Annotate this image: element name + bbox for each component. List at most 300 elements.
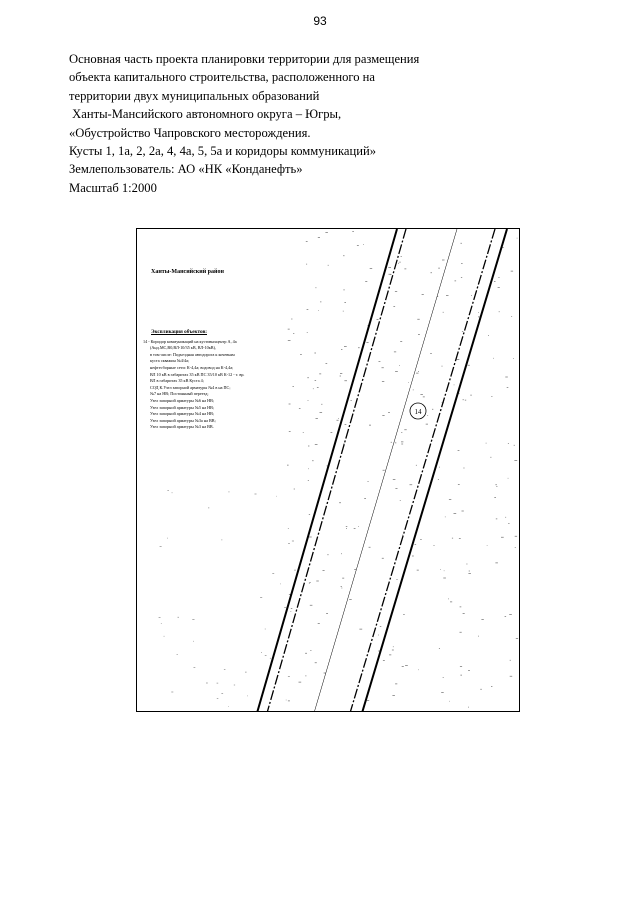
terrain-speck: [468, 707, 469, 708]
terrain-speck: [440, 569, 441, 570]
terrain-speck: [426, 424, 428, 425]
legend-line: Узел запорной арматуры №6 на НВ;: [150, 397, 215, 403]
terrain-speck: [167, 490, 169, 491]
terrain-speck: [276, 496, 277, 497]
terrain-speck: [364, 498, 366, 499]
terrain-speck: [403, 614, 405, 615]
terrain-speck: [308, 446, 309, 447]
terrain-speck: [171, 692, 173, 693]
terrain-speck: [341, 554, 342, 555]
terrain-speck: [478, 636, 479, 637]
terrain-speck: [320, 302, 321, 303]
terrain-speck: [401, 256, 402, 257]
terrain-speck: [307, 378, 309, 379]
terrain-speck: [305, 653, 307, 654]
terrain-speck: [310, 650, 311, 651]
terrain-speck: [450, 602, 452, 603]
terrain-speck: [515, 547, 516, 548]
terrain-speck: [431, 273, 433, 274]
terrain-speck: [343, 311, 344, 312]
terrain-speck: [496, 519, 498, 520]
legend-line: №7 на НВ; Постоянный переезд;: [150, 391, 209, 397]
terrain-speck: [315, 288, 316, 289]
terrain-speck: [400, 341, 402, 342]
terrain-speck: [422, 294, 424, 295]
terrain-speck: [486, 443, 487, 444]
terrain-speck: [393, 306, 395, 307]
terrain-speck: [317, 387, 319, 388]
terrain-speck: [325, 232, 328, 233]
terrain-speck: [511, 316, 512, 317]
terrain-speck: [441, 692, 444, 693]
terrain-speck: [490, 457, 491, 458]
terrain-speck: [284, 607, 286, 608]
terrain-speck: [221, 693, 223, 694]
terrain-speck: [491, 686, 492, 687]
corridor-dashed-left: [267, 229, 406, 712]
terrain-speck: [501, 537, 504, 538]
header-line: «Обустройство Чапровского месторождения.: [69, 125, 311, 140]
terrain-speck: [442, 260, 445, 261]
map-frame: [136, 228, 520, 712]
terrain-speck: [245, 672, 247, 673]
terrain-speck: [389, 274, 392, 275]
terrain-speck: [382, 368, 384, 369]
terrain-speck: [261, 652, 262, 653]
terrain-speck: [462, 331, 463, 332]
terrain-speck: [382, 558, 384, 559]
terrain-speck: [289, 431, 291, 432]
terrain-speck: [326, 363, 328, 364]
terrain-speck: [418, 334, 420, 335]
terrain-speck: [351, 400, 352, 401]
terrain-speck: [463, 468, 464, 469]
terrain-speck: [418, 670, 419, 671]
terrain-speck: [265, 629, 266, 630]
terrain-speck: [308, 400, 309, 401]
terrain-speck: [344, 346, 347, 347]
terrain-speck: [434, 545, 435, 546]
terrain-speck: [496, 486, 497, 487]
terrain-speck: [358, 348, 360, 349]
terrain-speck: [508, 443, 509, 444]
terrain-speck: [388, 267, 391, 268]
terrain-speck: [308, 480, 309, 481]
terrain-speck: [315, 663, 317, 664]
terrain-speck: [493, 358, 494, 359]
legend-line: Узел запорной арматуры №4 на НВ;: [150, 411, 215, 417]
legend-title: Экспликация объектов:: [151, 329, 207, 335]
terrain-speck: [399, 262, 400, 263]
legend-line: Узел запорной арматуры №3 на ВВ.: [150, 424, 214, 430]
terrain-speck: [314, 353, 316, 354]
scale-label: Масштаб 1:2000: [69, 180, 157, 195]
terrain-speck: [516, 638, 518, 639]
terrain-speck: [517, 238, 518, 239]
terrain-speck: [164, 636, 165, 637]
page-number: 93: [313, 14, 327, 28]
terrain-speck: [410, 485, 413, 486]
legend-line: нефтесборные сети: К-4,4а; водовод на К-4,4а;: [150, 364, 234, 370]
terrain-speck: [438, 479, 439, 480]
terrain-speck: [460, 666, 462, 667]
terrain-speck: [319, 374, 321, 375]
terrain-speck: [444, 571, 445, 572]
terrain-speck: [462, 511, 464, 512]
terrain-speck: [446, 295, 449, 296]
terrain-speck: [379, 361, 381, 362]
terrain-speck: [370, 268, 373, 269]
terrain-speck: [331, 432, 333, 433]
terrain-speck: [382, 381, 384, 382]
terrain-speck: [272, 573, 274, 574]
terrain-speck: [366, 342, 368, 343]
terrain-speck: [344, 302, 346, 303]
terrain-speck: [463, 613, 465, 614]
terrain-speck: [270, 658, 271, 659]
terrain-speck: [392, 695, 395, 696]
header-line: территории двух муниципальных образований: [69, 88, 320, 103]
terrain-speck: [398, 263, 399, 264]
terrain-speck: [439, 648, 440, 649]
terrain-speck: [401, 444, 403, 445]
terrain-speck: [288, 528, 289, 529]
terrain-speck: [342, 578, 344, 579]
terrain-speck: [172, 493, 173, 494]
terrain-speck: [306, 241, 308, 242]
terrain-speck: [405, 665, 408, 666]
legend-line: Узел запорной арматуры №3а на ВВ;: [150, 417, 216, 423]
terrain-speck: [401, 442, 403, 443]
terrain-speck: [408, 382, 409, 383]
terrain-speck: [449, 701, 450, 702]
terrain-speck: [470, 395, 472, 396]
terrain-speck: [499, 312, 500, 313]
terrain-speck: [391, 442, 392, 443]
terrain-speck: [460, 632, 462, 633]
terrain-speck: [312, 461, 314, 462]
terrain-speck: [448, 599, 449, 600]
terrain-speck: [445, 517, 446, 518]
terrain-speck: [455, 281, 457, 282]
terrain-speck: [416, 373, 418, 374]
legend-line: (Анд.МС,В0,ВЛ-10/35 кВ, ВЛ-10кВ),: [150, 345, 217, 351]
terrain-speck: [509, 614, 512, 615]
terrain-speck: [339, 503, 341, 504]
terrain-speck: [443, 312, 444, 313]
terrain-speck: [505, 616, 507, 617]
document-header: [69, 50, 589, 197]
terrain-speck: [466, 564, 467, 565]
terrain-speck: [299, 682, 302, 683]
terrain-speck: [337, 420, 339, 421]
terrain-speck: [265, 655, 267, 656]
header-line: объекта капитального строительства, расположенного на: [69, 70, 375, 85]
terrain-speck: [412, 556, 414, 557]
terrain-speck: [452, 538, 453, 539]
terrain-speck: [323, 570, 325, 571]
terrain-speck: [515, 536, 517, 537]
terrain-speck: [324, 673, 326, 674]
terrain-speck: [343, 256, 344, 257]
terrain-speck: [320, 412, 323, 413]
terrain-speck: [481, 619, 483, 620]
terrain-speck: [399, 365, 400, 366]
header-line: Кусты 1, 1а, 2, 2а, 4, 4а, 5, 5а и коридоры коммуникаций»: [69, 144, 377, 159]
terrain-speck: [458, 450, 460, 451]
terrain-speck: [310, 605, 313, 606]
terrain-speck: [299, 408, 301, 409]
terrain-speck: [338, 418, 339, 419]
terrain-speck: [468, 670, 470, 671]
terrain-speck: [417, 319, 419, 320]
legend-line: куста скважин №4/4а;: [150, 358, 190, 364]
terrain-speck: [487, 545, 488, 546]
terrain-speck: [427, 415, 428, 416]
terrain-speck: [316, 581, 319, 582]
terrain-speck: [495, 563, 498, 564]
terrain-speck: [510, 660, 511, 661]
terrain-speck: [309, 537, 312, 538]
terrain-speck: [395, 291, 397, 292]
terrain-speck: [365, 281, 367, 282]
terrain-speck: [234, 685, 235, 686]
terrain-speck: [293, 333, 294, 334]
terrain-speck: [463, 400, 464, 401]
terrain-speck: [300, 354, 302, 355]
terrain-speck: [291, 319, 292, 320]
terrain-speck: [308, 469, 309, 470]
terrain-speck: [458, 484, 460, 485]
terrain-speck: [382, 415, 384, 416]
legend-line: ВЛ 10 кВ в габаритах 35 кВ ПС 35/10 кВ К-12 - т. вр.: [150, 371, 245, 377]
terrain-speck: [432, 409, 433, 410]
terrain-speck: [498, 277, 499, 278]
terrain-speckles: [159, 231, 518, 707]
terrain-speck: [340, 373, 342, 374]
terrain-speck: [310, 582, 311, 583]
terrain-speck: [194, 667, 196, 668]
terrain-speck: [309, 583, 310, 584]
terrain-speck: [221, 540, 222, 541]
terrain-speck: [346, 526, 348, 527]
terrain-speck: [507, 387, 509, 388]
terrain-speck: [416, 465, 417, 466]
terrain-speck: [286, 700, 287, 701]
terrain-speck: [369, 547, 371, 548]
terrain-speck: [423, 397, 425, 398]
terrain-speck: [280, 584, 281, 585]
terrain-speck: [160, 546, 162, 547]
terrain-speck: [224, 669, 226, 670]
terrain-speck: [260, 597, 262, 598]
terrain-speck: [438, 268, 440, 269]
terrain-speck: [392, 650, 394, 651]
terrain-speck: [430, 353, 432, 354]
terrain-speck: [341, 349, 342, 350]
terrain-speck: [442, 366, 443, 367]
object-marker-number: 14: [414, 408, 422, 416]
terrain-speck: [460, 675, 462, 676]
terrain-speck: [316, 418, 318, 419]
terrain-speck: [514, 445, 515, 446]
terrain-speck: [395, 371, 398, 372]
terrain-speck: [402, 535, 403, 536]
terrain-speck: [460, 607, 462, 608]
terrain-speck: [357, 245, 359, 246]
terrain-speck: [318, 623, 320, 624]
legend-line: СОД К.Узел запорной арматуры №4 в на ПС;: [150, 384, 231, 390]
terrain-speck: [377, 319, 379, 320]
corridor-boundary-left: [257, 229, 397, 712]
terrain-speck: [491, 396, 492, 397]
terrain-speck: [349, 599, 352, 600]
terrain-speck: [327, 555, 328, 556]
terrain-speck: [514, 460, 517, 461]
terrain-speck: [468, 365, 470, 366]
terrain-speck: [505, 377, 508, 378]
terrain-speck: [439, 467, 440, 468]
terrain-speck: [378, 635, 379, 636]
terrain-speck: [394, 352, 396, 353]
terrain-speck: [178, 617, 180, 618]
terrain-speck: [344, 381, 347, 382]
terrain-speck: [393, 479, 396, 480]
terrain-speck: [494, 281, 496, 282]
terrain-speck: [294, 570, 296, 571]
legend-line: ВЛ в габаритах 35 кВ Куста 4;: [150, 378, 204, 384]
legend-line: 14 - Коридор коммуникаций на кустовыхцентр А, 4а: [143, 338, 237, 344]
terrain-speck: [461, 243, 462, 244]
terrain-speck: [404, 269, 406, 270]
terrain-speck: [480, 689, 482, 690]
terrain-speck: [402, 666, 404, 667]
terrain-speck: [469, 571, 470, 572]
terrain-speck: [354, 569, 356, 570]
terrain-speck: [459, 538, 461, 539]
terrain-speck: [396, 579, 397, 580]
terrain-speck: [303, 432, 304, 433]
terrain-speck: [228, 492, 229, 493]
terrain-speck: [292, 541, 294, 542]
terrain-speck: [511, 271, 513, 272]
terrain-speck: [309, 514, 310, 515]
terrain-speck: [217, 698, 219, 699]
terrain-speck: [287, 465, 289, 466]
terrain-speck: [346, 528, 347, 529]
terrain-speck: [343, 290, 344, 291]
terrain-speck: [340, 376, 341, 377]
terrain-speck: [461, 277, 462, 278]
terrain-speck: [291, 608, 293, 609]
terrain-speck: [352, 231, 354, 232]
terrain-speck: [418, 371, 419, 372]
terrain-speck: [510, 676, 513, 677]
terrain-speck: [318, 310, 319, 311]
terrain-speck: [488, 335, 489, 336]
terrain-speck: [192, 619, 194, 620]
terrain-speck: [508, 478, 509, 479]
terrain-speck: [363, 244, 364, 245]
terrain-speck: [508, 523, 509, 524]
terrain-speck: [345, 424, 347, 425]
terrain-speck: [495, 485, 497, 486]
terrain-speck: [313, 389, 314, 390]
terrain-speck: [294, 489, 295, 490]
terrain-speck: [389, 655, 391, 656]
terrain-speck: [454, 513, 457, 514]
terrain-speck: [367, 700, 369, 701]
terrain-speck: [505, 517, 506, 518]
terrain-speck: [494, 497, 496, 498]
terrain-speck: [415, 544, 417, 545]
header-line: Землепользователь: АО «НК «Конданефть»: [69, 162, 303, 177]
terrain-speck: [478, 317, 479, 318]
terrain-speck: [395, 684, 397, 685]
terrain-speck: [321, 404, 322, 405]
terrain-speck: [255, 494, 257, 495]
terrain-speck: [393, 647, 394, 648]
terrain-speck: [404, 430, 406, 431]
terrain-speck: [443, 578, 446, 579]
terrain-speck: [413, 390, 414, 391]
terrain-speck: [359, 629, 362, 630]
terrain-speck: [206, 683, 208, 684]
terrain-speck: [420, 539, 422, 540]
district-label: Ханты-Мансийский район: [151, 269, 224, 275]
terrain-speck: [328, 265, 329, 266]
terrain-speck: [478, 312, 479, 313]
terrain-speck: [383, 470, 385, 471]
terrain-speck: [369, 425, 371, 426]
terrain-speck: [315, 380, 317, 381]
legend-line: Узел запорной арматуры №5 на НВ;: [150, 404, 215, 410]
terrain-speck: [159, 617, 161, 618]
terrain-speck: [513, 358, 514, 359]
terrain-speck: [401, 432, 402, 433]
terrain-speck: [306, 264, 307, 265]
terrain-speck: [380, 626, 382, 627]
terrain-speck: [341, 586, 342, 587]
terrain-speck: [498, 287, 500, 288]
terrain-speck: [343, 444, 345, 445]
terrain-speck: [315, 444, 318, 445]
terrain-speck: [291, 611, 292, 612]
terrain-speck: [358, 526, 359, 527]
terrain-speck: [400, 500, 401, 501]
corridor-dashed-right: [350, 229, 495, 712]
terrain-speck: [161, 623, 162, 624]
terrain-speck: [217, 683, 219, 684]
terrain-speck: [305, 676, 306, 677]
terrain-speck: [383, 660, 385, 661]
terrain-speck: [461, 263, 463, 264]
terrain-speck: [449, 499, 451, 500]
terrain-speck: [388, 412, 390, 413]
terrain-speck: [417, 570, 419, 571]
terrain-speck: [208, 508, 209, 509]
map-drawing: [137, 229, 520, 712]
terrain-speck: [354, 528, 356, 529]
terrain-speck: [395, 443, 396, 444]
terrain-speck: [454, 385, 455, 386]
terrain-speck: [471, 295, 472, 296]
terrain-speck: [318, 237, 320, 238]
terrain-speck: [288, 701, 290, 702]
terrain-speck: [228, 706, 229, 707]
terrain-speck: [288, 543, 290, 544]
terrain-speck: [443, 677, 444, 678]
